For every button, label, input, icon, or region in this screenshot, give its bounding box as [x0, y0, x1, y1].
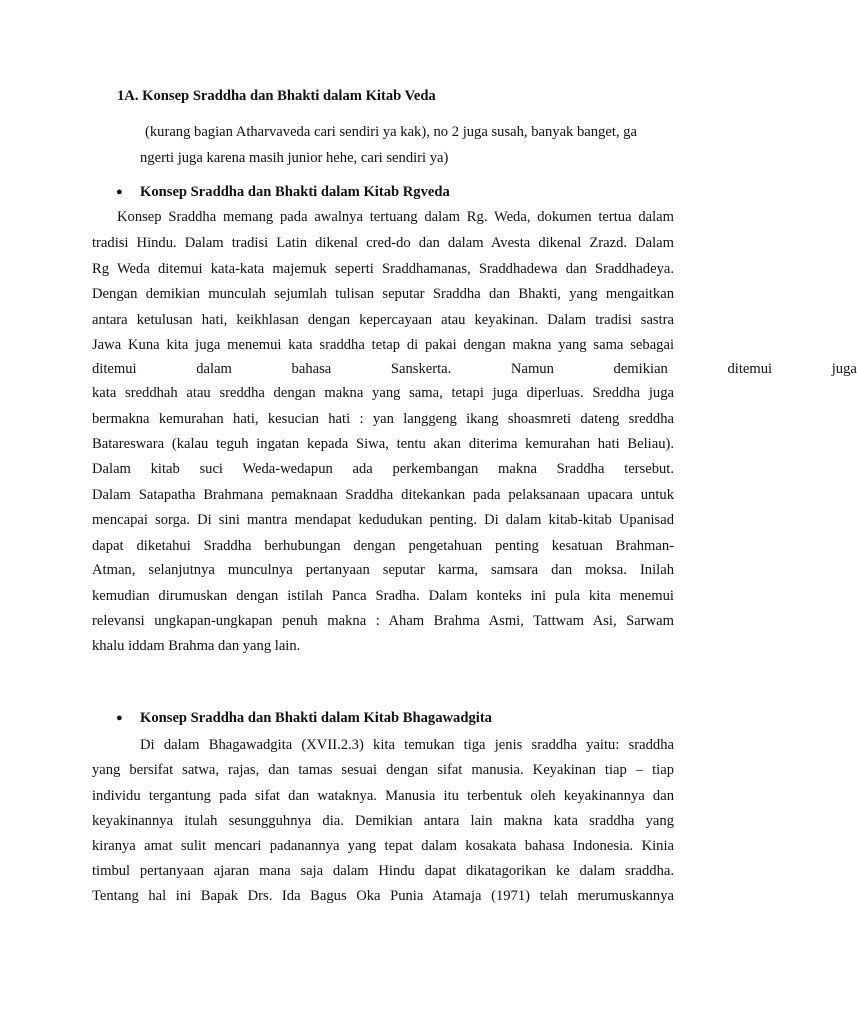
paragraph-line: Dengan demikian munculah sejumlah tulisan seputar Sraddha dan Bhakti, yang mengaitkan — [92, 286, 674, 302]
bullet-icon: ● — [116, 186, 123, 198]
paragraph-line: antara ketulusan hati, keikhlasan dengan kepercayaan atau keyakinan. Dalam tradisi sastra — [92, 312, 674, 328]
note-line-1: (kurang bagian Atharvaveda cari sendiri ya kak), no 2 juga susah, banyak banget, ga — [145, 124, 637, 140]
paragraph-line: timbul pertanyaan ajaran mana saja dalam Hindu dapat dikatagorikan ke dalam sraddha. — [92, 863, 674, 879]
subheading-rgveda — [116, 184, 450, 201]
paragraph-line: individu tergantung pada sifat dan wataknya. Manusia itu terbentuk oleh keyakinannya dan — [92, 788, 674, 804]
paragraph-line: keyakinannya itulah sesungguhnya dia. Demikian antara lain makna kata sraddha yang — [92, 813, 674, 829]
paragraph-line: Di dalam Bhagawadgita (XVII.2.3) kita temukan tiga jenis sraddha yaitu: sraddha — [140, 737, 674, 753]
paragraph-line: Dalam kitab suci Weda-wedapun ada perkembangan makna Sraddha tersebut. — [92, 461, 674, 477]
paragraph-line: Atman, selanjutnya munculnya pertanyaan seputar karma, samsara dan moksa. Inilah — [92, 562, 674, 578]
paragraph-line: Jawa Kuna kita juga menemui kata sraddha tetap di pakai dengan makna yang sama sebagai — [92, 337, 674, 353]
paragraph-line: relevansi ungkapan-ungkapan penuh makna : Aham Brahma Asmi, Tattwam Asi, Sarwam — [92, 613, 674, 629]
paragraph-line: dapat diketahui Sraddha berhubungan dengan pengetahuan penting kesatuan Brahman- — [92, 538, 674, 554]
paragraph-line: khalu iddam Brahma dan yang lain. — [92, 638, 301, 654]
section-heading: 1A. Konsep Sraddha dan Bhakti dalam Kitab Veda — [117, 88, 436, 104]
paragraph-line: Tentang hal ini Bapak Drs. Ida Bagus Oka Punia Atamaja (1971) telah merumuskannya — [92, 888, 674, 904]
paragraph-line: ditemui dalam bahasa Sanskerta. Namun demikian ditemui juga — [92, 361, 857, 377]
bullet-icon: ● — [116, 712, 123, 724]
paragraph-line: tradisi Hindu. Dalam tradisi Latin dikenal cred-do dan dalam Avesta dikenal Zrazd. Dalam — [92, 235, 674, 251]
paragraph-line: Konsep Sraddha memang pada awalnya tertuang dalam Rg. Weda, dokumen tertua dalam — [117, 209, 674, 225]
subheading-bhagawadgita-text: Konsep Sraddha dan Bhakti dalam Kitab Bhagawadgita — [140, 710, 492, 726]
paragraph-line: kemudian dirumuskan dengan istilah Panca Sradha. Dalam konteks ini pula kita menemui — [92, 588, 674, 604]
subheading-bhagawadgita — [116, 710, 492, 727]
paragraph-line: kata sreddhah atau sreddha dengan makna yang sama, tetapi juga diperluas. Sreddha juga — [92, 385, 674, 401]
paragraph-line: bermakna kemurahan hati, kesucian hati : yan langgeng ikang shoasmreti dateng sreddha — [92, 411, 674, 427]
paragraph-line: Batareswara (kalau teguh ingatan kepada Siwa, tentu akan diterima kemurahan hati Beliau). — [92, 436, 674, 452]
paragraph-line: yang bersifat satwa, rajas, dan tamas sesuai dengan sifat manusia. Keyakinan tiap – tiap — [92, 762, 674, 778]
paragraph-line: mencapai sorga. Di sini mantra mendapat kedudukan penting. Di dalam kitab-kitab Upanisad — [92, 512, 674, 528]
paragraph-line: Rg Weda ditemui kata-kata majemuk seperti Sraddhamanas, Sraddhadewa dan Sraddhadeya. — [92, 261, 674, 277]
subheading-rgveda-text: Konsep Sraddha dan Bhakti dalam Kitab Rgveda — [140, 184, 450, 200]
paragraph-line: Dalam Satapatha Brahmana pemaknaan Sraddha ditekankan pada pelaksanaan upacara untuk — [92, 487, 674, 503]
note-line-2: ngerti juga karena masih junior hehe, cari sendiri ya) — [140, 150, 449, 166]
paragraph-line: kiranya amat sulit mencari padanannya yang tepat dalam kosakata bahasa Indonesia. Kinia — [92, 838, 674, 854]
